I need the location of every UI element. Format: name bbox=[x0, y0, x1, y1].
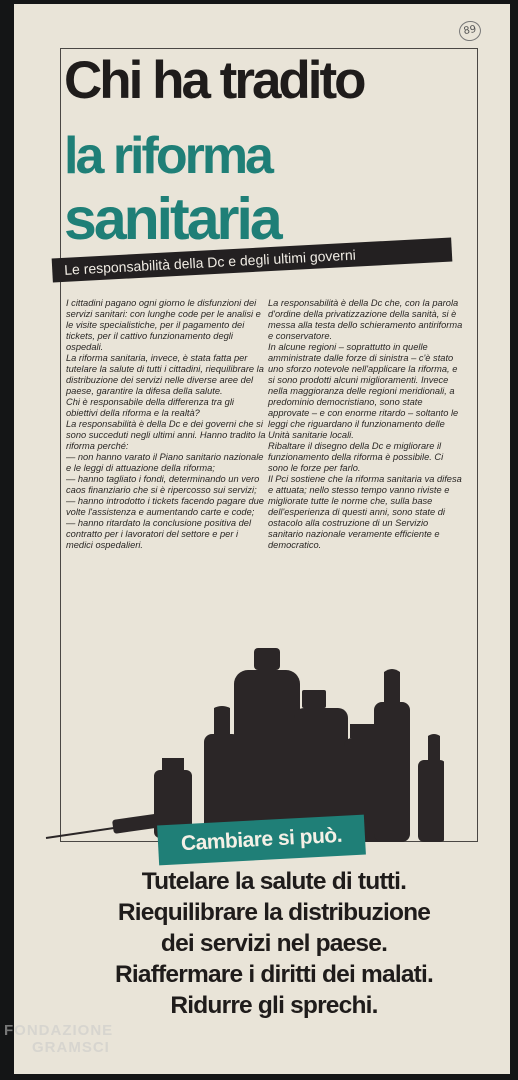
subtitle-banner: Le responsabilità della Dc e degli ultimi governi bbox=[52, 238, 453, 283]
title-line-1: Chi ha tradito bbox=[64, 51, 364, 110]
slogan-line: dei servizi nel paese. bbox=[160, 930, 388, 957]
slogan-line: Tutelare la salute di tutti. bbox=[141, 868, 407, 895]
title-line-3: sanitaria bbox=[64, 186, 280, 252]
poster bbox=[14, 4, 510, 1074]
slogan-line: Riaffermare i diritti dei malati. bbox=[114, 961, 434, 988]
slogan-list bbox=[54, 866, 494, 1021]
list-item: — non hanno varato il Piano sanitario nazionale e le leggi di attuazione della riforma; bbox=[66, 452, 264, 473]
watermark-line-1: FONDAZIONE bbox=[4, 1022, 114, 1039]
text-column-left bbox=[66, 298, 266, 551]
paragraph: La riforma sanitaria, invece, è stata fatta per tutelare la salute di tutti i cittadini, riequilibrare la distribuzione dei servizi nelle diverse aree del paese, garantire la difesa della salute. bbox=[66, 353, 264, 396]
paragraph: Chi è responsabile della differenza tra gli obiettivi della riforma e la realtà? bbox=[66, 397, 234, 418]
paragraph: La responsabilità è della Dc che, con la parola d'ordine della privatizzazione della sanità, si è messa alla testa dello schieramento antiriforma e conservatore. bbox=[268, 298, 463, 341]
slogan-line: Riequilibrare la distribuzione bbox=[117, 899, 431, 926]
list-item: — hanno ritardato la conclusione positiva del contratto per i lavoratori del settore e per i medici ospedalieri. bbox=[66, 518, 252, 550]
list-item: — hanno tagliato i fondi, determinando un vero caos finanziario che si è ripercosso sui servizi; bbox=[66, 474, 260, 495]
watermark-logo bbox=[4, 1022, 113, 1056]
slogan-badge: Cambiare si può. bbox=[157, 815, 366, 866]
paragraph: Il Pci sostiene che la riforma sanitaria va difesa e attuata; nello stesso tempo vanno riviste e migliorate tutte le norme che, sulla base dell'esperienza di questi anni, sono state di ostacolo alla costruzione di un Servizio sanitario nazionale veramente efficiente e democratico. bbox=[268, 474, 462, 550]
watermark-line-2: GRAMSCI bbox=[32, 1039, 110, 1056]
paragraph: Ribaltare il disegno della Dc e migliorare il funzionamento della riforma è possibile. Ci sono le forze per farlo. bbox=[268, 441, 444, 473]
list-item: — hanno introdotto i tickets facendo pagare due volte l'assistenza e aumentando carte e code; bbox=[66, 496, 264, 517]
slogan-line: Ridurre gli sprechi. bbox=[170, 992, 378, 1019]
paragraph: In alcune regioni – soprattutto in quelle amministrate dalle forze di sinistra – c'è stato uno sforzo notevole nell'applicare la riforma, e si sono prodotti alcuni miglioramenti. Invece nella maggioranza delle regioni meridionali, a predominio democristiano, sono state approvate – e con enorme ritardo – soltanto le leggi che riguardano il funzionamento delle Unità sanitarie locali. bbox=[268, 342, 459, 440]
text-column-right bbox=[268, 298, 464, 551]
title-line-2: la riforma bbox=[64, 127, 271, 185]
handwritten-number: 89 bbox=[457, 19, 482, 43]
paragraph: La responsabilità è della Dc e dei governi che si sono succeduti negli ultimi anni. Hanno tradito la riforma perché: bbox=[66, 419, 266, 451]
paragraph: I cittadini pagano ogni giorno le disfunzioni dei servizi sanitari: con lunghe code per le analisi e le visite specialistiche, per il pagamento dei tickets, per il cattivo funzionamento degli ospedali. bbox=[66, 298, 261, 352]
